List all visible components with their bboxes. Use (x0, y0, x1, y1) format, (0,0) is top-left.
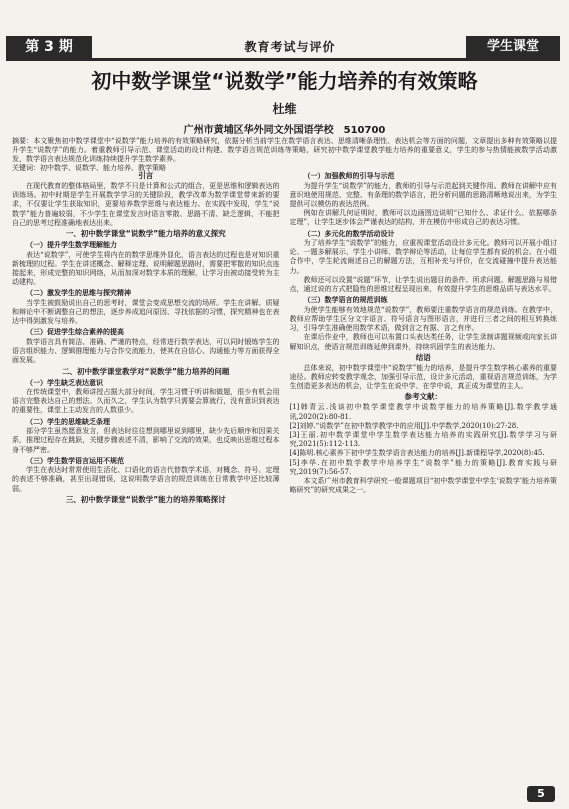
keywords-text: 关键词：初中数学、说数学、能力培养、教学策略 (12, 164, 166, 172)
section-heading: 结语 (415, 352, 431, 362)
body-paragraph: 当学生被鼓励说出自己的思考时，课堂会变成思想交流的场所。学生在讲解、质疑和辩论中不断调整自己的想法，逐步养成追问原因、寻找依据的习惯，探究精神也在表达中得到激发与培养。 (12, 298, 280, 326)
issue-badge: 第 3 期 (6, 36, 92, 58)
abstract-block (12, 137, 557, 173)
body-paragraph: 为提升学生“说数学”的能力，教师的引导与示范起到关键作用。教师在讲解中应有意识地使用规范、完整、有条理的数学语言，把分析问题的思路清晰地说出来，为学生提供可以模仿的表达范例。 (289, 181, 557, 208)
body-paragraph: 为了培养学生“说数学”的能力，应重视课堂活动设计多元化。教师可以开展小组讨论、一题多解展示、学生小讲师、数学辩论等活动，让每位学生都有说的机会。在小组合作中，学生轮流阐述自己的解题方法，互相补充与评价，在交流碰撞中提升表达能力。 (289, 239, 557, 275)
reference-item: [2]刘婷.“说数学”在初中数学教学中的应用[J].中学数学,2020(10):27-28. (289, 421, 519, 430)
journal-name: 教育考试与评价 (244, 40, 336, 54)
section-heading: 引言 (138, 171, 154, 180)
subsection-heading: （一）学生缺乏表达意识 (26, 377, 103, 387)
reference-item: [1]韩青云.浅谈初中数学课堂教学中说数学能力的培养策略[J].数学教学通讯,2020(2):80-81. (289, 403, 557, 421)
reference-item: [4]陈明.核心素养下初中学生数学语言表达能力的培养[J].新课程导学,2020(8):45. (289, 449, 545, 458)
body-column-left (12, 170, 280, 778)
author-affiliation: 广州市黄埔区华外同文外国语学校 510700 (183, 125, 386, 136)
subsection-heading: （三）数学语言的规范训练 (303, 295, 388, 305)
subsection-heading: （二）激发学生的思维与探究精神 (26, 288, 131, 298)
body-paragraph: 为使学生能够有效地规范“说数学”，教师要注重数学语言的规范训练。在教学中，教师应帮助学生区分文字语言、符号语言与图形语言，并进行三者之间的相互转换练习，引导学生准确使用数学术语，做到言之有据、言之有序。 (289, 305, 557, 333)
body-paragraph: 教师还可以设置“说题”环节，让学生说出题目的条件、所求问题、解题思路与易错点，通过说的方式把隐性的思维过程呈现出来，有效提升学生的思维品质与表达水平。 (289, 275, 557, 294)
article-title: 初中数学课堂“说数学”能力培养的有效策略 (91, 69, 478, 93)
subsection-heading: （一）提升学生数学理解能力 (26, 240, 117, 250)
reference-item: [3]王丽.初中数学课堂中学生数学表达能力培养的实践研究[J].数学学习与研究,2021(5):112-113. (289, 430, 557, 449)
subsection-heading: （一）加强教师的引导与示范 (303, 171, 395, 180)
body-column-right (290, 170, 558, 778)
page-header (0, 0, 569, 62)
subsection-heading: （三）学生数学语言运用不规范 (26, 455, 124, 465)
header-rule (6, 58, 560, 61)
section-heading: 三、初中数学课堂“说数学”能力的培养策略探讨 (65, 494, 226, 504)
subsection-heading: （三）促进学生综合素养的提高 (26, 327, 124, 337)
body-columns (12, 170, 557, 778)
funding-note: 本文系广州市教育科学研究一般课题项目“初中数学课堂中学生‘说数学’能力培养策略研究”的研究成果之一。 (289, 476, 557, 495)
body-paragraph: 在现代教育的整体格局里，数学不只是计算和公式的组合，更是思维和逻辑表达的训练场。初中时期是学生开展数学学习的关键阶段，教学改革为数学课堂带来新的要求，不仅要让学生获取知识，更要培养数学思维与表达能力。在实践中发现，学生“说数学”能力普遍较弱，不少学生在课堂发言时语言零散、思路不清、缺乏逻辑，不能把自己的思考过程准确地表达出来。 (12, 182, 280, 227)
page-number: 5 (527, 786, 555, 802)
reference-item: [5]李华.在初中数学教学中培养学生“说数学”能力的策略[J].教育实践与研究,2019(7):56-57. (289, 458, 557, 476)
article-author: 杜维 (272, 102, 297, 116)
body-paragraph: 总体来说，初中数学课堂中“说数学”能力的培养，是提升学生数学核心素养的重要途径。教师应转变教学观念，加强引导示范，设计多元活动，重视语言规范训练，为学生创造更多表达的机会，让学生在说中学、在学中说，真正成为课堂的主人。 (289, 363, 557, 391)
section-heading: 二、初中数学课堂教学对“说数学”能力培养的问题 (62, 366, 230, 376)
body-paragraph: 在课后作业中，教师也可以布置口头表达类任务，让学生录制讲题视频或向家长讲解知识点，使语言规范训练延伸到课外，持续巩固学生的表达能力。 (289, 333, 557, 351)
subsection-heading: （二）多元化的数学活动设计 (303, 228, 395, 238)
body-paragraph: 在传统课堂中，教师讲授占据大部分时间，学生习惯于听讲和做题，很少有机会用语言完整表达自己的想法。久而久之，学生认为数学只需要会算就行，没有意识到表达的重要性，课堂上主动发言的人数很少。 (12, 388, 280, 415)
body-paragraph: 例如在讲解几何证明时，教师可以边画图边说明“已知什么、求证什么、依据哪条定理”，让学生逐步体会严谨表达的结构，并在模仿中形成自己的表达习惯。 (289, 209, 557, 227)
body-paragraph: 数学语言具有简洁、准确、严谨的特点，经常进行数学表达，可以同时锻炼学生的语言组织能力、逻辑推理能力与合作交流能力，使其在自信心、沟通能力等方面获得全面发展。 (12, 337, 280, 365)
section-heading: 参考文献： (404, 392, 442, 402)
column-badge: 学生课堂 (466, 36, 560, 58)
abstract-text: 摘要：本文聚焦初中数学课堂中“说数学”能力培养的有效策略研究，依据分析当前学生在数学语言表达、思维清晰条理性、表达机会等方面的问题，文章提出多种有效策略以提升学生“说数学”的能力。着重教师引导示范、课堂活动的设计构建、数学语言规范训练等策略，研究初中数学课堂教学能力培养的重要意义，学生的参与热情能被数学活动激发，数学语言表达规范化训练持续提升学生数学素养。 (12, 137, 557, 163)
body-paragraph: 表达“说数学”，可使学生将内在的数学思维外显化，语言表达的过程也是对知识重新梳理的过程。学生在讲述概念、解释定理、说明解题思路时，需要把零散的知识点连接起来，形成完整的知识网络，从而加深对数学本质的理解，让学习由被动接受转为主动建构。 (12, 250, 280, 287)
subsection-heading: （二）学生的思维缺乏条理 (26, 416, 110, 426)
body-paragraph: 学生在表达时常常使用生活化、口语化的语言代替数学术语，对概念、符号、定理的表述不够准确，甚至出现错误，这说明数学语言的规范训练在日常教学中还比较薄弱。 (12, 466, 280, 493)
section-heading: 一、初中数学课堂“说数学”能力培养的意义探究 (65, 229, 226, 239)
body-paragraph: 部分学生虽然愿意发言，但表达时往往想到哪里说到哪里，缺少先后顺序和因果关系，推理过程存在跳跃，关键步骤表述不清，影响了交流的效果，也反映出思维过程本身不够严密。 (12, 427, 280, 454)
